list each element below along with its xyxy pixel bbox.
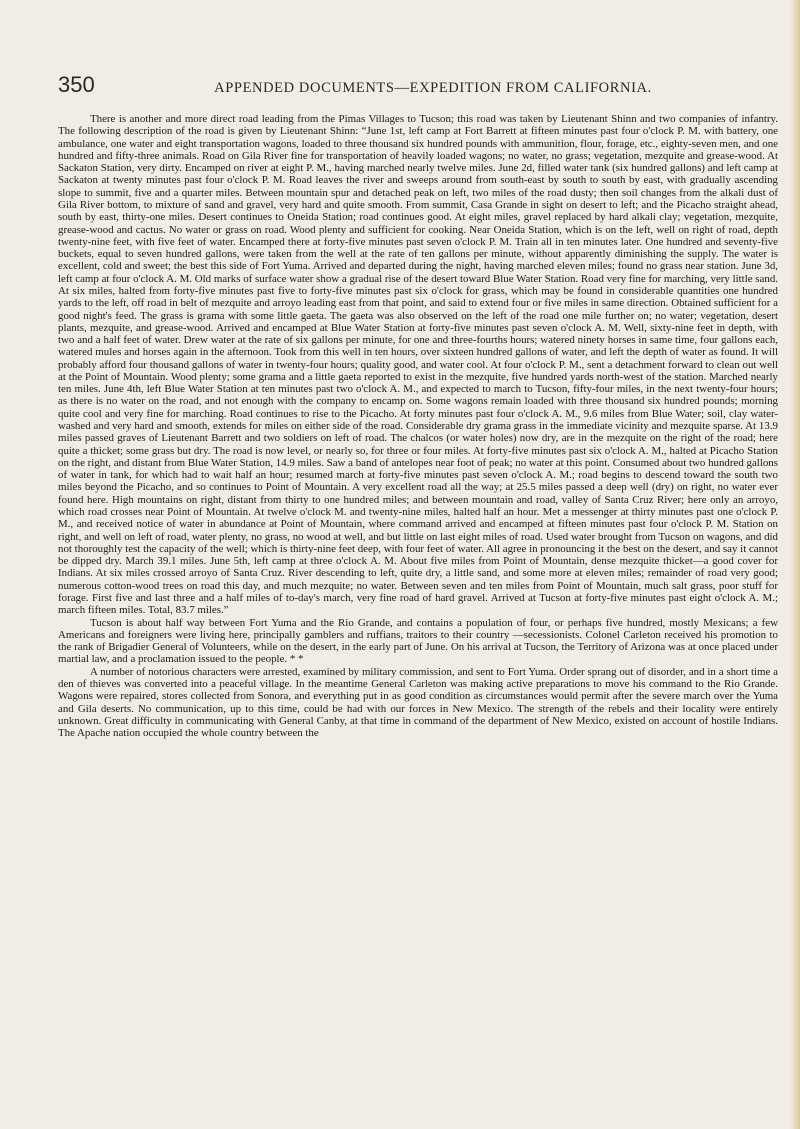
page-edge <box>790 0 800 1129</box>
running-head: APPENDED DOCUMENTS—EXPEDITION FROM CALIFORNIA. <box>214 80 652 96</box>
paragraph-arrests: A number of notorious characters were arrested, examined by military commission, and sent to Fort Yuma. Order sprang out of disorder, and in a short time a den of thieves was converted into a peaceful village. In the meantime General Carleton was making active preparations to move his command to the Rio Grande. Wagons were repaired, stores collected from Sonora, and everything put in as good condition as circumstances would permit after the severe march over the Yuma and Gila deserts. No communication, up to this time, could be had with our forces in New Mexico. The strength of the rebels and their locality were entirely unknown. Great difficulty in communicating with General Canby, at that time in command of the department of New Mexico, existed on account of hostile Indians. The Apache nation occupied the whole country between the <box>58 665 778 740</box>
page-header <box>58 72 778 106</box>
body-text <box>58 113 778 739</box>
paragraph-road-description: There is another and more direct road leading from the Pimas Villages to Tucson; this road was taken by Lieutenant Shinn and two companies of infantry. The following description of the road is given by Lieutenant Shinn: “June 1st, left camp at Fort Barrett at fifteen minutes past four o'clock P. M. with battery, one ambulance, one water and eight transportation wagons, loaded to three thousand six hundred pounds with ammunition, flour, forage, etc., eighty-seven men, and one hundred and fifty-three animals. Road on Gila River fine for transportation of heavily loaded wagons; no water, no grass; vegetation, mezquite and grease-wood. At Sackaton Station, very dirty. Encamped on river at eight P. M., having marched nearly twelve miles. June 2d, filled water tank (six hundred gallons) and left camp at Sackaton at twenty minutes past four o'clock P. M. Road leaves the river and sweeps around from south-east by south to south by east, with gradually ascending slope to summit, five and a quarter miles. Between mountain spur and detached peak on left, two miles of the road dusty; then soil changes from the alkali dust of Gila River bottom, to mixture of sand and gravel, very hard and quite smooth. From summit, Casa Grande in sight on desert to left; and the Picacho straight ahead, south by east, thirty-one miles. Desert continues to Oneida Station; road continues good. At eight miles, gravel replaced by hard alkali clay; vegetation, mezquite, grease-wood and cactus. No water or grass on road. Wood plenty and sufficient for cooking. Near Oneida Station, which is on the left, well on right of road, depth twenty-nine feet, with five feet of water. Encamped there at forty-five minutes past seven o'clock P. M. Train all in ten minutes later. One hundred and seventy-five buckets, equal to seven hundred gallons, were taken from the well at the rate of ten gallons per minute, without apparently diminishing the supply. The water is excellent, cold and sweet; the best this side of Fort Yuma. Arrived and departed during the night, having marched eleven miles; found no grass near station. June 3d, left camp at four o'clock A. M. Old marks of surface water show a gradual rise of the desert toward Blue Water Station. Road very fine for marching, very little sand. At six miles, halted from forty-five minutes past five to forty-five minutes past six o'clock for grass, which may be found in considerable quantities one hundred yards to the left, off road in belt of mezquite and arroyo leading east from that point, and said to extend four or five miles in same direction. Obtained sufficient for a good night's feed. The grass is grama with some little gaeta. The gaeta was also observed on the left of the road one mile further on; no water; vegetation, desert plants, mezquite, and grease-wood. Arrived and encamped at Blue Water Station at forty-five minutes past seven o'clock A. M. Well, sixty-nine feet in depth, with two and a half feet of water. Drew water at the rate of six gallons per minute, for one and three-fourths hours; watered ninety horses in same time, four gallons each, watered mules and horses again in the afternoon. Took from this well in ten hours, over sixteen hundred gallons of water, and left the depth of water as found. It will probably afford four thousand gallons of water in twenty-four hours; quality good, and water cool. At four o'clock P. M., sent a detachment forward to clean out well at the Point of Mountain. Wood plenty; some grama and a little gaeta reported to exist in the mezquite, five hundred yards north-west of the station. Marched nearly ten miles. June 4th, left Blue Water Station at ten minutes past two o'clock A. M., and expected to march to Tucson, fifty-four miles, in the next twenty-four hours; as there is no water on the road, and not enough with the company to encamp on. Some wagons remain loaded with three thousand six hundred pounds; morning quite cool and very fine for marching. Road continues to rise to the Picacho. At forty minutes past four o'clock A. M., 9.6 miles from Blue Water; soil, clay water-washed and very hard and smooth, extends for miles on either side of the road. Considerable dry grama grass in the immediate vicinity and mezquite sparse. At 13.9 miles passed graves of Lieutenant Barrett and two soldiers on left of road. The chalcos (or water holes) now dry, are in the mezquite on the right of the road; here quite a thicket; some grass but dry. The road is now level, or nearly so, for three or four miles. At forty-five minutes past six o'clock A. M., halted at Picacho Station on the right, and distant from Blue Water Station, 14.9 miles. Saw a band of antelopes near foot of peak; no water at this point. Consumed about two hundred gallons of water in tank, for which had to wait half an hour; resumed march at forty-five minutes past seven o'clock A. M.; road begins to descend toward the south two miles beyond the Picacho, and so continues to Point of Mountain. A very excellent road all the way; at 25.5 miles passed a deep well (dry) on right, no water ever found here. High mountains on right, distant from thirty to one hundred miles; and between mountain and road, valley of Santa Cruz River; here only an arroyo, which road crosses near Point of Mountain. At twelve o'clock M. and twenty-nine miles, halted half an hour. Met a messenger at thirty minutes past one o'clock P. M., and received notice of water in abundance at Point of Mountain, where command arrived and encamped at fifteen minutes past four o'clock P. M. Station on right, and well on left of road, water plenty, no grass, no wood at well, and but little on last eight miles of road. Used water brought from Tucson on wagons, and did not thoroughly test the capacity of the well; which is thirty-nine feet deep, with four feet of water. All agree in pronouncing it the best on the desert, and say it cannot be dipped dry. March 39.1 miles. June 5th, left camp at three o'clock A. M. About five miles from Point of Mountain, dense mezquite thicket—a good cover for Indians. At six miles crossed arroyo of Santa Cruz. River descending to left, quite dry, a little sand, and some more at eleven miles; remainder of road very good; numerous cotton-wood trees on road this day, and much mezquite; no water. Between seven and ten miles from Point of Mountain, much salt grass, poor stuff for forage. First five and last three and a half miles of to-day's march, very fine road of hard gravel. Arrived at Tucson at forty-five minutes past eight o'clock A. M.; march fifteen miles. Total, 83.7 miles.” <box>58 113 778 617</box>
page-number: 350 <box>58 72 95 97</box>
paragraph-tucson: Tucson is about half way between Fort Yuma and the Rio Grande, and contains a population of four, or perhaps five hundred, mostly Mexicans; a few Americans and foreigners were living here, principally gamblers and ruffians, traitors to their country —secessionists. Colonel Carleton received his promotion to the rank of Brigadier General of Volunteers, while on the desert, in the early part of June. On his arrival at Tucson, the Territory of Arizona was at once placed under martial law, and a proclamation issued to the people. * * <box>58 616 778 666</box>
